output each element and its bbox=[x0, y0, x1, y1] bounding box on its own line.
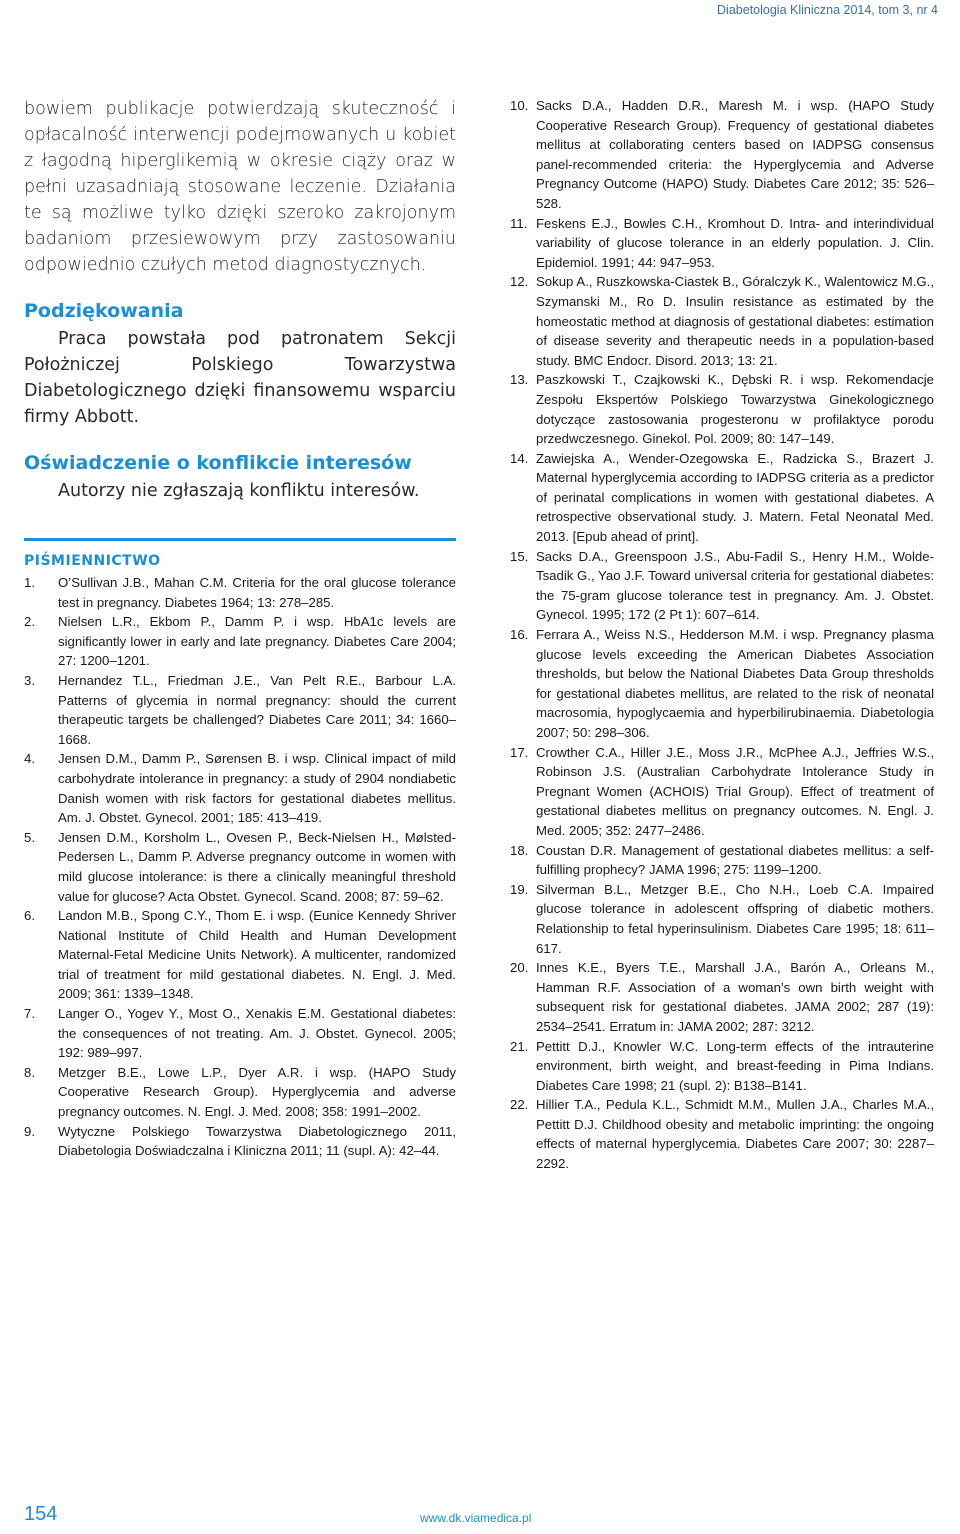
reference-item bbox=[510, 625, 934, 743]
reference-list-right bbox=[510, 96, 934, 1174]
reference-item bbox=[510, 1095, 934, 1173]
reference-item bbox=[24, 1122, 456, 1161]
reference-list-left bbox=[24, 573, 456, 1161]
reference-item bbox=[24, 906, 456, 1004]
footer-url[interactable]: www.dk.viamedica.pl bbox=[420, 1511, 532, 1525]
reference-text: Innes K.E., Byers T.E., Marshall J.A., Barón A., Orleans M., Hamman R.F. Association of a woman’s own birth weight with subsequent risk for gestational diabetes. JAMA 2002; 287 (19): 2534–2541. Erratum in: JAMA 2002; 287: 3212. bbox=[536, 960, 934, 1034]
reference-text: Metzger B.E., Lowe L.P., Dyer A.R. i wsp. (HAPO Study Cooperative Research Group). Hyperglycemia and adverse pregnancy outcomes. N. Engl. J. Med. 2008; 358: 1991–2002. bbox=[58, 1064, 456, 1120]
reference-number: 9. bbox=[24, 1123, 35, 1139]
reference-item bbox=[24, 749, 456, 827]
reference-text: Paszkowski T., Czajkowski K., Dębski R. i wsp. Rekomendacje Zespołu Ekspertów Polskiego Towarzystwa Ginekologicznego dotyczące zastosowania progesteronu w profilaktyce porodu przedwczesnego. Ginekol. Pol. 2009; 80: 147–149. bbox=[536, 372, 934, 447]
reference-text: O’Sullivan J.B., Mahan C.M. Criteria for the oral glucose tolerance test in pregnancy. Diabetes 1964; 13: 278–285. bbox=[58, 575, 456, 610]
reference-number: 15. bbox=[510, 548, 529, 564]
reference-number: 17. bbox=[510, 744, 529, 760]
reference-number: 2. bbox=[24, 614, 35, 630]
reference-text: Jensen D.M., Damm P., Sørensen B. i wsp. Clinical impact of mild carbohydrate intolerance in pregnancy: a study of 2904 nondiabetic Danish women with risk factors for gestational diabetes mellitus. Am. J. Obstet. Gynecol. 2001; 185: 413–419. bbox=[58, 751, 456, 826]
reference-text: Coustan D.R. Management of gestational diabetes mellitus: a self-fulfilling prophecy? JAMA 1996; 275: 1199–1200. bbox=[536, 842, 934, 878]
right-column bbox=[510, 96, 934, 1174]
reference-item bbox=[24, 1063, 456, 1122]
reference-item bbox=[510, 370, 934, 448]
reference-number: 8. bbox=[24, 1064, 35, 1080]
reference-number: 22. bbox=[510, 1097, 529, 1113]
reference-text: Jensen D.M., Korsholm L., Ovesen P., Beck-Nielsen H., Mølsted-Pedersen L., Damm P. Adverse pregnancy outcome in women with mild glucose intolerance: is there a clinically meaningful threshold value for glucose? Acta Obstet. Gynecol. Scand. 2008; 87: 59–62. bbox=[58, 829, 456, 904]
reference-text: Langer O., Yogev Y., Most O., Xenakis E.M. Gestational diabetes: the consequences of not treating. Am. J. Obstet. Gynecol. 2005; 192: 989–997. bbox=[58, 1006, 456, 1061]
reference-text: Landon M.B., Spong C.Y., Thom E. i wsp. (Eunice Kennedy Shriver National Institute of Child Health and Human Development Maternal-Fetal Medicine Units Network). A multicenter, randomized trial of treatment for mild gestational diabetes. N. Engl. J. Med. 2009; 361: 1339–1348. bbox=[58, 908, 456, 1002]
reference-item bbox=[510, 214, 934, 273]
reference-number: 13. bbox=[510, 372, 529, 388]
running-header: Diabetologia Kliniczna 2014, tom 3, nr 4 bbox=[717, 3, 938, 17]
reference-number: 1. bbox=[24, 575, 35, 590]
body-paragraph: bowiem publikacje potwierdzają skuteczność i opłacalność interwencji podejmowanych u kobiet z łagodną hiperglikemią w okresie ciąży oraz w pełni uzasadniają stosowane leczenie. Działania te są możliwe tylko dzięki szeroko zakrojonym badaniom przesiewowym przy zastosowaniu odpowiednio czułych metod diagnostycznych. bbox=[24, 99, 456, 275]
reference-item bbox=[24, 612, 456, 671]
reference-item bbox=[24, 1004, 456, 1063]
reference-item bbox=[510, 449, 934, 547]
reference-text: Zawiejska A., Wender-Ozegowska E., Radzicka S., Brazert J. Maternal hyperglycemia according to IADPSG criteria as a predictor of perinatal complications in women with gestational diabetes. A retrospective observational study. J. Matern. Fetal Neonatal Med. 2013. [Epub ahead of print]. bbox=[536, 450, 934, 545]
reference-number: 14. bbox=[510, 450, 529, 466]
reference-number: 7. bbox=[24, 1006, 35, 1022]
reference-number: 12. bbox=[510, 274, 529, 290]
reference-text: Sokup A., Ruszkowska-Ciastek B., Góralczyk K., Walentowicz M.G., Szymanski M., Ro D. Insulin resistance as estimated by the homeostatic method at diagnosis of gestational diabetes: estimation of disease severity and therapeutic needs in a population-based study. BMC Endocr. Disord. 2013; 13: 21. bbox=[536, 274, 934, 368]
reference-item bbox=[510, 958, 934, 1036]
reference-number: 6. bbox=[24, 908, 35, 924]
reference-text: Silverman B.L., Metzger B.E., Cho N.H., Loeb C.A. Impaired glucose tolerance in adolescent offspring of diabetic mothers. Relationship to fetal hyperinsulinism. Diabetes Care 1995; 18: 611–617. bbox=[536, 881, 934, 956]
reference-text: Feskens E.J., Bowles C.H., Kromhout D. Intra- and interindividual variability of glucose tolerance in an elderly population. J. Clin. Epidemiol. 1991; 44: 947–953. bbox=[536, 215, 934, 270]
reference-item bbox=[510, 547, 934, 625]
reference-number: 20. bbox=[510, 960, 529, 976]
reference-item bbox=[510, 96, 934, 214]
reference-number: 5. bbox=[24, 829, 35, 845]
left-column bbox=[24, 96, 456, 1161]
reference-item bbox=[510, 743, 934, 841]
reference-text: Pettitt D.J., Knowler W.C. Long-term effects of the intrauterine environment, birth weight, and breast-feeding in Pima Indians. Diabetes Care 1998; 21 (supl. 2): B138–B141. bbox=[536, 1038, 934, 1093]
reference-number: 11. bbox=[510, 215, 528, 231]
reference-text: Ferrara A., Weiss N.S., Hedderson M.M. i wsp. Pregnancy plasma glucose levels exceeding the American Diabetes Association thresholds, but below the National Diabetes Data Group thresholds for gestational diabetes mellitus, are related to the risk of neonatal macrosomia, hypoglycaemia and hyperbilirubinaemia. Diabetologia 2007; 50: 298–306. bbox=[536, 627, 934, 740]
reference-text: Wytyczne Polskiego Towarzystwa Diabetologicznego 2011, Diabetologia Doświadczalna i Kliniczna 2011; 11 (supl. A): 42–44. bbox=[58, 1123, 456, 1159]
reference-text: Sacks D.A., Greenspoon J.S., Abu-Fadil S., Henry H.M., Wolde-Tsadik G., Yao J.F. Toward universal criteria for gestational diabetes: the 75-gram glucose tolerance test in pregnancy. Am. J. Obstet. Gynecol. 1995; 172 (2 Pt 1): 607–614. bbox=[536, 548, 935, 623]
reference-item bbox=[510, 1037, 934, 1096]
page-number: 154 bbox=[24, 1503, 58, 1525]
reference-text: Nielsen L.R., Ekbom P., Damm P. i wsp. HbA1c levels are significantly lower in early and late pregnancy. Diabetes Care 2004; 27: 1200–1201. bbox=[58, 614, 456, 669]
reference-number: 3. bbox=[24, 672, 35, 688]
reference-text: Hernandez T.L., Friedman J.E., Van Pelt R.E., Barbour L.A. Patterns of glycemia in normal pregnancy: should the current therapeutic targets be challenged? Diabetes Care 2011; 34: 1660–1668. bbox=[58, 672, 456, 747]
reference-item bbox=[24, 671, 456, 749]
reference-item bbox=[510, 841, 934, 880]
reference-number: 19. bbox=[510, 881, 529, 897]
reference-text: Crowther C.A., Hiller J.E., Moss J.R., McPhee A.J., Jeffries W.S., Robinson J.S. (Australian Carbohydrate Intolerance Study in Pregnant Women (ACHOIS) Trial Group). Effect of treatment of gestational diabetes mellitus on pregnancy outcomes. N. Engl. J. Med. 2005; 352: 2477–2486. bbox=[536, 744, 934, 838]
reference-item bbox=[510, 880, 934, 958]
conflict-text: Autorzy nie zgłaszają konfliktu interesów. bbox=[58, 481, 420, 501]
references-heading: PIŚMIENNICTWO bbox=[24, 553, 161, 569]
reference-text: Hillier T.A., Pedula K.L., Schmidt M.M., Mullen J.A., Charles M.A., Pettitt D.J. Childhood obesity and metabolic imprinting: the ongoing effects of maternal hyperglycemia. Diabetes Care 2007; 30: 2287–2292. bbox=[536, 1097, 934, 1172]
reference-number: 21. bbox=[510, 1038, 529, 1054]
reference-number: 16. bbox=[510, 627, 529, 643]
reference-number: 4. bbox=[24, 751, 35, 767]
reference-text: Sacks D.A., Hadden D.R., Maresh M. i wsp. (HAPO Study Cooperative Research Group). Frequency of gestational diabetes mellitus at collaborating centers based on IADPSG consensus panel-recommended criteria: the Hyperglycemia and Adverse Pregnancy Outcome (HAPO) Study. Diabetes Care 2012; 35: 526–528. bbox=[536, 98, 934, 211]
reference-item bbox=[24, 828, 456, 906]
reference-item bbox=[510, 272, 934, 370]
acknowledgements-heading: Podziękowania bbox=[24, 300, 184, 322]
reference-number: 18. bbox=[510, 842, 529, 858]
reference-number: 10. bbox=[510, 98, 529, 113]
acknowledgements-text: Praca powstała pod patronatem Sekcji Położniczej Polskiego Towarzystwa Diabetologicznego dzięki finansowemu wsparciu firmy Abbott. bbox=[24, 329, 456, 427]
conflict-heading: Oświadczenie o konflikcie interesów bbox=[24, 452, 412, 474]
reference-item bbox=[24, 573, 456, 612]
references-rule bbox=[24, 538, 456, 541]
